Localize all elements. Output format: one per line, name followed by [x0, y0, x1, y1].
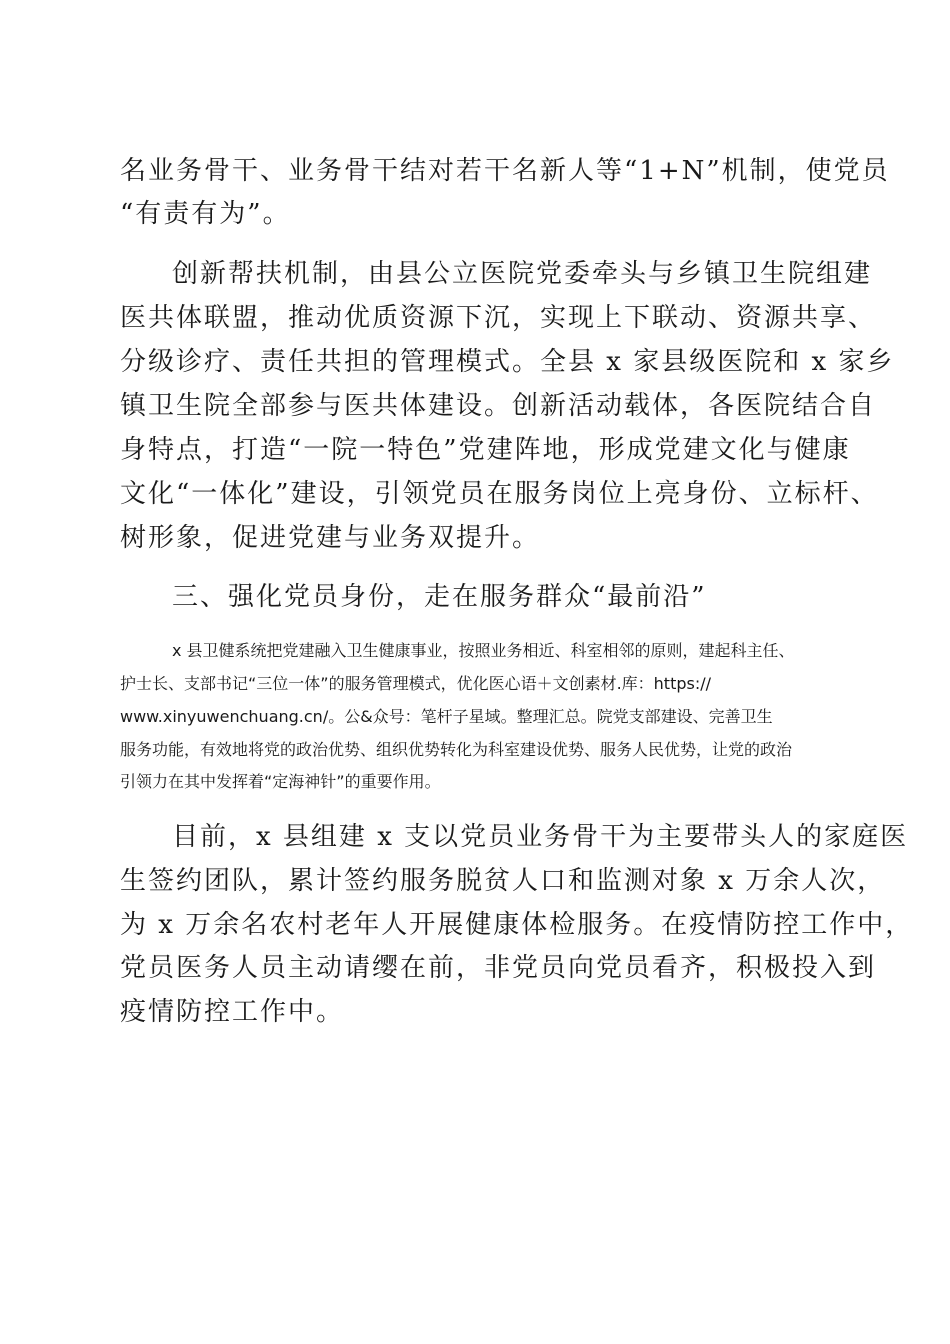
paragraph-3-line-4: 服务功能，有效地将党的政治优势、组织优势转化为科室建设优势、服务人民优势，让党的政治	[120, 740, 793, 759]
paragraph-2-line-7: 树形象，促进党建与业务双提升。	[120, 523, 541, 553]
paragraph-2-line-2: 医共体联盟，推动优质资源下沉，实现上下联动、资源共享、	[120, 303, 877, 333]
paragraph-1-line-1: 名业务骨干、业务骨干结对若干名新人等“1+N”机制，使党员	[120, 156, 890, 186]
paragraph-4-line-2: 生签约团队，累计签约服务脱贫人口和监测对象 x 万余人次，	[120, 866, 886, 896]
paragraph-4-line-5: 疫情防控工作中。	[120, 997, 345, 1027]
paragraph-4-line-3: 为 x 万余名农村老年人开展健康体检服务。在疫情防控工作中，	[120, 910, 914, 940]
paragraph-4-line-1: 目前，x 县组建 x 支以党员业务骨干为主要带头人的家庭医	[172, 822, 909, 852]
paragraph-2-line-3: 分级诊疗、责任共担的管理模式。全县 x 家县级医院和 x 家乡	[120, 347, 895, 377]
paragraph-2-line-1: 创新帮扶机制，由县公立医院党委牵头与乡镇卫生院组建	[172, 259, 873, 289]
paragraph-2-line-5: 身特点，打造“一院一特色”党建阵地，形成党建文化与健康	[120, 435, 851, 465]
paragraph-1-line-2: “有责有为”。	[120, 199, 291, 229]
paragraph-3-line-5: 引领力在其中发挥着“定海神针”的重要作用。	[120, 772, 441, 791]
paragraph-3-line-2: 护士长、支部书记“三位一体”的服务管理模式，优化医心语＋文创素材.库：https://	[120, 674, 712, 693]
paragraph-2-line-6: 文化“一体化”建设，引领党员在服务岗位上亮身份、立标杆、	[120, 479, 879, 509]
paragraph-4-line-4: 党员医务人员主动请缨在前，非党员向党员看齐，积极投入到	[120, 953, 877, 983]
paragraph-3-line-1: x 县卫健系统把党建融入卫生健康事业，按照业务相近、科室相邻的原则，建起科主任、	[172, 641, 795, 660]
section-heading: 三、强化党员身份，走在服务群众“最前沿”	[172, 582, 707, 612]
paragraph-3-line-3: www.xinyuwenchuang.cn/。公&众号：笔杆子星域。整理汇总。院党支部建设、完善卫生	[120, 707, 773, 726]
paragraph-2-line-4: 镇卫生院全部参与医共体建设。创新活动载体，各医院结合自	[120, 391, 877, 421]
